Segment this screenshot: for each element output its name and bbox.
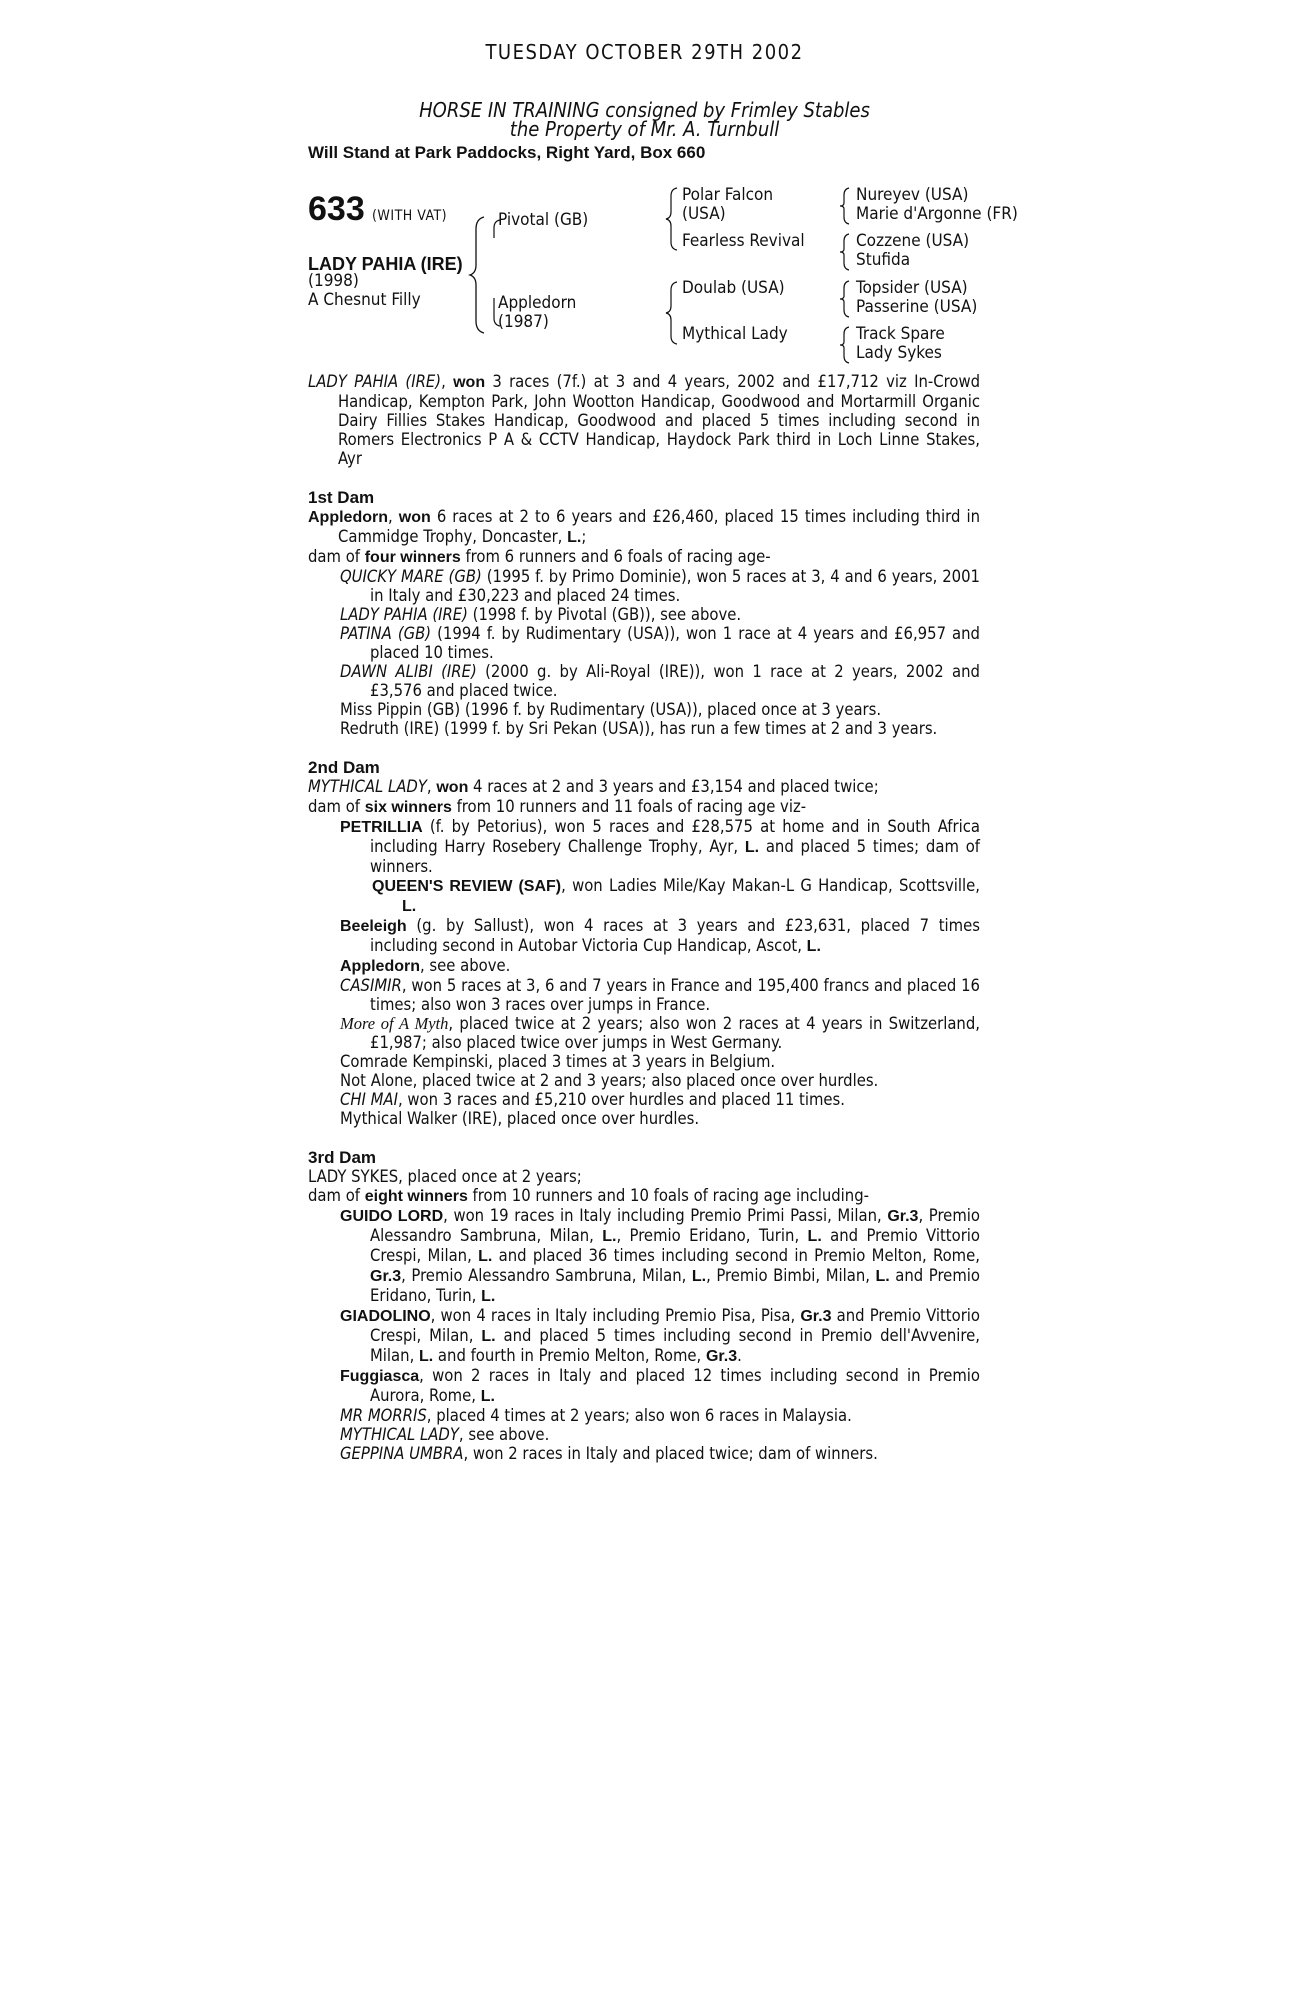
gen4-brace-1 [838,187,852,225]
sire-name: Pivotal (GB) [498,210,589,230]
catalogue-body [308,372,980,1463]
gen4-dsd: Passerine (USA) [856,297,978,317]
first-dam-produce-summary: dam of four winners from 6 runners and 6 foals of racing age- [308,547,771,566]
produce-item: Fuggiasca, won 2 races in Italy and placed 12 times including second in Premio Aurora, Rome, L. [340,1366,980,1405]
produce-item: Beeleigh (g. by Sallust), won 4 races at 3 years and £23,631, placed 7 times including second in Autobar Victoria Cup Handicap, Ascot, L. [340,916,980,955]
third-dam-produce-summary: dam of eight winners from 10 runners and 10 foals of racing age including- [308,1186,869,1205]
second-dam-produce-summary: dam of six winners from 10 runners and 11 foals of racing age viz- [308,797,807,816]
produce-item: Comrade Kempinski, placed 3 times at 3 years in Belgium. [340,1052,776,1071]
produce-item: MYTHICAL LADY, see above. [340,1425,550,1444]
third-dam-record: LADY SYKES, placed once at 2 years; [308,1167,582,1186]
produce-item: LADY PAHIA (IRE) (1998 f. by Pivotal (GB)), see above. [340,605,742,624]
gen4-sss: Nureyev (USA) [856,185,969,205]
produce-item: PATINA (GB) (1994 f. by Rudimentary (USA)), won 1 race at 4 years and £6,957 and placed 10 times. [340,624,980,662]
sire-line-brace [665,186,681,252]
produce-item: PETRILLIA (f. by Petorius), won 5 races and £28,575 at home and in South Africa including Harry Rosebery Challenge Trophy, Ayr, L. and placed 5 times; dam of winners. [340,817,980,876]
gen4-brace-4 [838,326,852,364]
produce-item: CASIMIR, won 5 races at 3, 6 and 7 years in France and 195,400 francs and placed 16 times; also won 3 races over jumps in France. [340,976,980,1014]
dam-dam: Mythical Lady [682,324,788,344]
sire-sire-country: (USA) [682,204,726,224]
produce-item: Miss Pippin (GB) (1996 f. by Rudimentary (USA)), placed once at 3 years. [340,700,882,719]
sire-dam: Fearless Revival [682,231,805,251]
gen4-brace-2 [838,233,852,271]
gen4-ssd: Marie d'Argonne (FR) [856,204,1018,224]
first-dam-record: Appledorn, won 6 races at 2 to 6 years and £26,460, placed 15 times including third in Cammidge Trophy, Doncaster, L.; [308,507,980,546]
produce-item: GEPPINA UMBRA, won 2 races in Italy and placed twice; dam of winners. [340,1444,878,1463]
gen4-sds: Cozzene (USA) [856,231,970,251]
produce-item: QUEEN'S REVIEW (SAF), won Ladies Mile/Kay Makan-L G Handicap, Scottsville, L. [372,876,980,915]
gen4-dss: Topsider (USA) [856,278,968,298]
location-line: Will Stand at Park Paddocks, Right Yard, Box 660 [308,143,706,162]
produce-item: GUIDO LORD, won 19 races in Italy including Premio Primi Passi, Milan, Gr.3, Premio Alessandro Sambruna, Milan, L., Premio Eridano, Turin, L. and Premio Vittorio Crespi, Milan, L. and placed 36 times including second in Premio Melton, Rome, Gr.3, Premio Alessandro Sambruna, Milan, L., Premio Bimbi, Milan, L. and Premio Eridano, Turin, L. [340,1206,980,1305]
dam-year: (1987) [498,312,549,332]
gen4-sdd: Stufida [856,250,911,270]
sale-date: TUESDAY OCTOBER 29TH 2002 [485,40,804,64]
second-dam-heading: 2nd Dam [308,758,380,777]
dam-line-brace [665,280,681,346]
produce-item: Mythical Walker (IRE), placed once over hurdles. [340,1109,700,1128]
produce-item: GIADOLINO, won 4 races in Italy including Premio Pisa, Pisa, Gr.3 and Premio Vittorio Crespi, Milan, L. and placed 5 times including second in Premio dell'Avvenire, Milan, L. and fourth in Premio Melton, Rome, Gr.3. [340,1306,981,1365]
produce-item: MR MORRIS, placed 4 times at 2 years; also won 6 races in Malaysia. [340,1406,852,1425]
produce-item: DAWN ALIBI (IRE) (2000 g. by Ali-Royal (IRE)), won 1 race at 2 years, 2002 and £3,576 and placed twice. [340,662,980,700]
produce-item: QUICKY MARE (GB) (1995 f. by Primo Dominie), won 5 races at 3, 4 and 6 years, 2001 in Italy and £30,223 and placed 24 times. [340,567,980,605]
consignor-line: HORSE IN TRAINING consigned by Frimley Stables [419,98,870,122]
gen4-ddd: Lady Sykes [856,343,942,363]
produce-item: Appledorn, see above. [340,956,511,975]
second-dam-record: MYTHICAL LADY, won 4 races at 2 and 3 years and £3,154 and placed twice; [308,777,879,796]
lot-number: 633 [308,190,365,228]
first-dam-heading: 1st Dam [308,488,375,507]
third-dam-heading: 3rd Dam [308,1148,377,1167]
produce-item: More of A Myth, placed twice at 2 years; also won 2 races at 4 years in Switzerland, £1,987; also placed twice over jumps in West Germany. [340,1014,980,1052]
foal-year: (1998) [308,271,359,291]
produce-item: Redruth (IRE) (1999 f. by Sri Pekan (USA)), has run a few times at 2 and 3 years. [340,719,938,738]
gen4-brace-3 [838,280,852,318]
vat-label: (WITH VAT) [372,208,448,224]
dam-sire: Doulab (USA) [682,278,785,298]
race-record: LADY PAHIA (IRE), won 3 races (7f.) at 3 and 4 years, 2002 and £17,712 viz In-Crowd Handicap, Kempton Park, John Wootton Handicap, Goodwood and Mortarmill Organic Dairy Fillies Stakes Handicap, Goodwood and placed 5 times including second in Romers Electronics P A & CCTV Handicap, Haydock Park third in Loch Linne Stakes, Ayr [308,372,981,468]
property-line: the Property of Mr. A. Turnbull [509,117,780,141]
sire-sire: Polar Falcon [682,185,774,205]
horse-name: LADY PAHIA (IRE) [308,254,463,274]
produce-item: Not Alone, placed twice at 2 and 3 years; also placed once over hurdles. [340,1071,879,1090]
horse-description: A Chesnut Filly [308,290,421,310]
gen4-dds: Track Spare [856,324,945,344]
dam-name: Appledorn [498,293,577,313]
produce-item: CHI MAI, won 3 races and £5,210 over hurdles and placed 11 times. [340,1090,846,1109]
